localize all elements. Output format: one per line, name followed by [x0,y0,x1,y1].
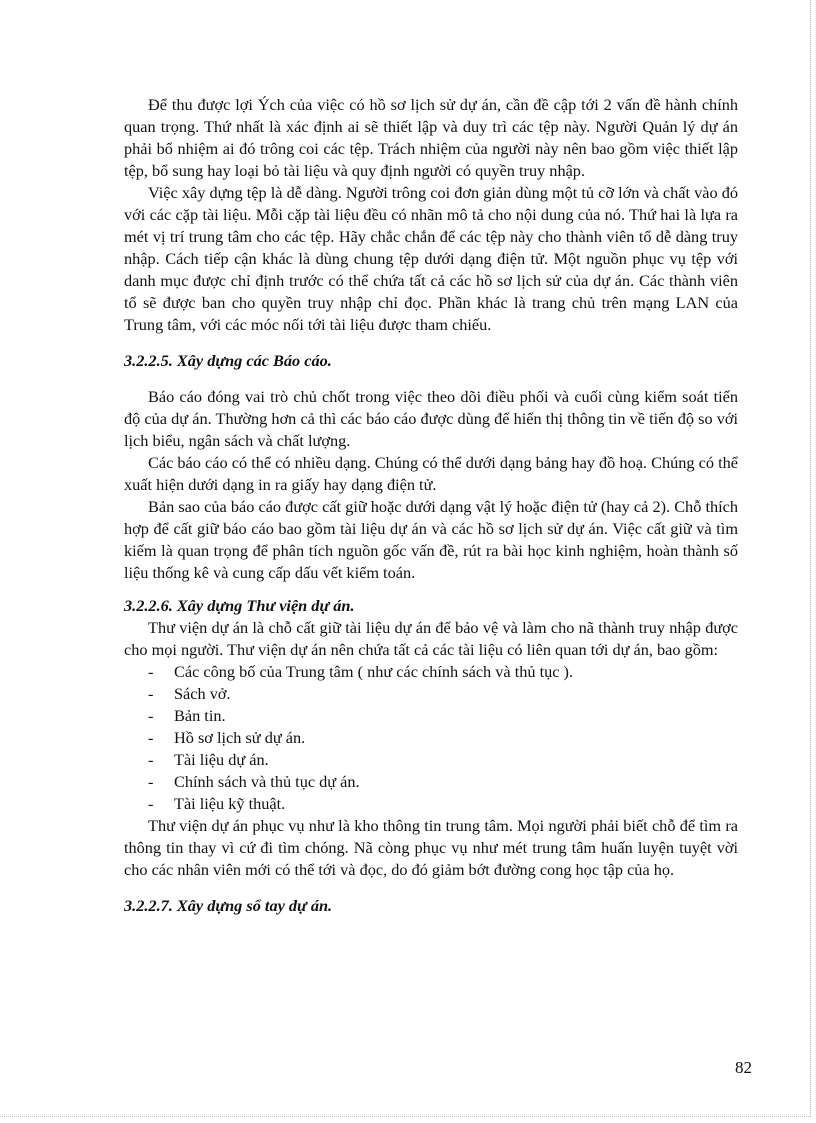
paragraph: Thư viện dự án phục vụ như là kho thông tin trung tâm. Mọi người phải biết chỗ để tìm ra thông tin thay vì cứ đi tìm chóng. Nã còng phục vụ như mét trung tâm huấn luyện tuyệt vời cho các nhân viên mới có thể tới và đọc, do đó giảm bớt đường cong học tập của họ. [124,816,738,879]
list-item-text: Các công bố của Trung tâm ( như các chính sách và thủ tục ). [174,662,574,681]
list-item [124,661,738,683]
paragraph: Bản sao của báo cáo được cất giữ hoặc dưới dạng vật lý hoặc điện tử (hay cả 2). Chỗ thích hợp để cất giữ báo cáo bao gồm tài liệu dự án và các hồ sơ lịch sử dự án. Việc cất giữ và tìm kiếm là quan trọng để phân tích nguồn gốc vấn đề, rút ra bài học kinh nghiệm, hoàn thành số liệu thống kê và cung cấp dấu vết kiểm toán. [124,497,738,582]
list-item-text: Tài liệu kỹ thuật. [174,794,286,813]
paragraph: Để thu được lợi Ých của việc có hồ sơ lịch sử dự án, cần đề cập tới 2 vấn đề hành chính quan trọng. Thứ nhất là xác định ai sẽ thiết lập và duy trì các tệp này. Người Quản lý dự án phải bổ nhiệm ai đó trông coi các tệp. Trách nhiệm của người này nên bao gồm việc thiết lập tệp, bổ sung hay loại bỏ tài liệu và quy định người có quyền truy nhập. [124,95,738,180]
library-contents-list [124,661,738,815]
list-item [124,749,738,771]
list-bullet: - [148,728,154,747]
document-body [124,94,738,917]
list-bullet: - [148,684,154,703]
list-item-text: Sách vở. [174,684,231,703]
section-heading: 3.2.2.5. Xây dựng các Báo cáo. [124,351,332,370]
list-item-text: Tài liệu dự án. [174,750,269,769]
list-item [124,793,738,815]
list-item [124,727,738,749]
list-item [124,705,738,727]
list-bullet: - [148,706,154,725]
list-bullet: - [148,772,154,791]
paragraph: Các báo cáo có thể có nhiều dạng. Chúng có thể dưới dạng bảng hay đồ hoạ. Chúng có thể xuất hiện dưới dạng in ra giấy hay dạng điện tử. [124,453,738,494]
list-bullet: - [148,750,154,769]
paragraph: Thư viện dự án là chỗ cất giữ tài liệu dự án để bảo vệ và làm cho nã thành truy nhập được cho mọi người. Thư viện dự án nên chứa tất cả các tài liệu có liên quan tới dự án, bao gồm: [124,618,738,659]
section-heading: 3.2.2.7. Xây dựng sổ tay dự án. [124,896,333,915]
page-number: 82 [735,1058,752,1077]
list-bullet: - [148,662,154,681]
list-item [124,771,738,793]
paragraph: Việc xây dựng tệp là dễ dàng. Người trông coi đơn giản dùng một tủ cỡ lớn và chất vào đó với các cặp tài liệu. Mỗi cặp tài liệu đều có nhãn mô tả cho nội dung của nó. Thứ hai là lựa ra mét vị trí trung tâm cho các tệp. Hãy chắc chắn để các tệp này cho thành viên tổ dễ dàng truy nhập. Cách tiếp cận khác là dùng chung tệp dưới dạng điện tử. Một nguồn phục vụ tệp với danh mục được chỉ định trước có thể chứa tất cả các hồ sơ lịch sử của dự án. Các thành viên tổ sẽ được ban cho quyền truy nhập chỉ đọc. Phần khác là trang chủ trên mạng LAN của Trung tâm, với các móc nối tới tài liệu được tham chiếu. [124,183,738,334]
list-item [124,683,738,705]
paragraph: Báo cáo đóng vai trò chủ chốt trong việc theo dõi điều phối và cuối cùng kiểm soát tiến độ của dự án. Thường hơn cả thì các báo cáo được dùng để hiển thị thông tin về tiến độ so với lịch biểu, ngân sách và chất lượng. [124,387,738,450]
list-item-text: Chính sách và thủ tục dự án. [174,772,360,791]
list-item-text: Bản tin. [174,706,226,725]
list-item-text: Hồ sơ lịch sử dự án. [174,728,306,747]
list-bullet: - [148,794,154,813]
section-heading: 3.2.2.6. Xây dựng Thư viện dự án. [124,596,355,615]
